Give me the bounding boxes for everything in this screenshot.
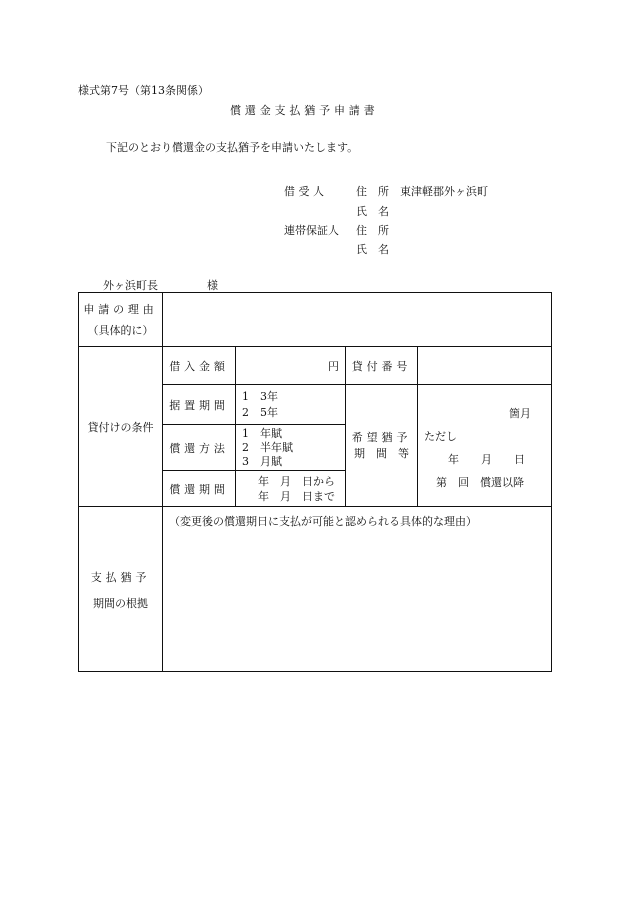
repayment-period-field[interactable] bbox=[236, 471, 346, 507]
basis-label: 支払猶予 bbox=[90, 571, 151, 584]
months-unit: 箇月 bbox=[509, 407, 531, 420]
intro-text: 下記のとおり償還金の支払猶予を申請いたします。 bbox=[106, 141, 359, 154]
form-number: 様式第7号（第13条関係） bbox=[78, 84, 209, 97]
document-title: 償還金支払猶予申請書 bbox=[230, 104, 379, 117]
grace-option-2: 2 5年 bbox=[242, 405, 278, 419]
loan-number-field[interactable] bbox=[418, 347, 552, 385]
repayment-method-options[interactable] bbox=[236, 425, 346, 471]
conditions-label-cell bbox=[79, 347, 163, 507]
conditions-label: 貸付けの条件 bbox=[87, 420, 154, 434]
reason-label: 申請の理由 bbox=[83, 302, 158, 316]
proviso-text: ただし bbox=[424, 430, 457, 443]
borrower-address-label: 住 所 bbox=[356, 185, 389, 198]
repayment-method-label: 償還方法 bbox=[163, 425, 236, 471]
honorific: 様 bbox=[207, 279, 218, 292]
basis-note: （変更後の償還期日に支払が可能と認められる具体的な理由） bbox=[169, 515, 477, 528]
borrower-name-label: 氏 名 bbox=[356, 205, 389, 218]
guarantor-label: 連帯保証人 bbox=[284, 224, 339, 237]
guarantor-name-label: 氏 名 bbox=[356, 243, 389, 256]
grace-period-options[interactable] bbox=[236, 385, 346, 425]
desired-period-sublabel: 期 間 等 bbox=[354, 446, 409, 460]
addressee: 外ヶ浜町長 bbox=[103, 279, 158, 292]
reason-sublabel: （具体的に） bbox=[87, 323, 154, 337]
basis-field[interactable] bbox=[163, 507, 552, 672]
desired-period-label-cell bbox=[346, 385, 418, 507]
period-from: 年 月 日から bbox=[258, 474, 335, 488]
grace-option-1: 1 3年 bbox=[242, 389, 278, 403]
period-to: 年 月 日まで bbox=[258, 489, 335, 503]
yen-unit: 円 bbox=[328, 359, 339, 373]
desired-period-label: 希望猶予 bbox=[351, 430, 412, 444]
borrower-label: 借 受 人 bbox=[284, 185, 324, 198]
reason-field[interactable] bbox=[163, 293, 552, 347]
proviso-date: 年 月 日 bbox=[448, 453, 525, 466]
method-option-3: 3 月賦 bbox=[242, 454, 282, 468]
desired-period-field[interactable] bbox=[418, 385, 552, 507]
application-table bbox=[78, 292, 552, 672]
from-round-text: 第 回 償還以降 bbox=[436, 476, 524, 489]
basis-sublabel: 期間の根拠 bbox=[93, 597, 148, 610]
borrower-address-value: 東津軽郡外ヶ浜町 bbox=[400, 185, 488, 198]
loan-number-label: 貸付番号 bbox=[346, 347, 418, 385]
grace-period-label: 据置期間 bbox=[163, 385, 236, 425]
basis-label-cell bbox=[79, 507, 163, 672]
method-option-2: 2 半年賦 bbox=[242, 440, 293, 454]
method-option-1: 1 年賦 bbox=[242, 426, 282, 440]
reason-label-cell bbox=[79, 293, 163, 347]
loan-amount-label: 借入金額 bbox=[163, 347, 236, 385]
guarantor-address-label: 住 所 bbox=[356, 224, 389, 237]
loan-amount-field[interactable] bbox=[236, 347, 346, 385]
repayment-period-label: 償還期間 bbox=[163, 471, 236, 507]
